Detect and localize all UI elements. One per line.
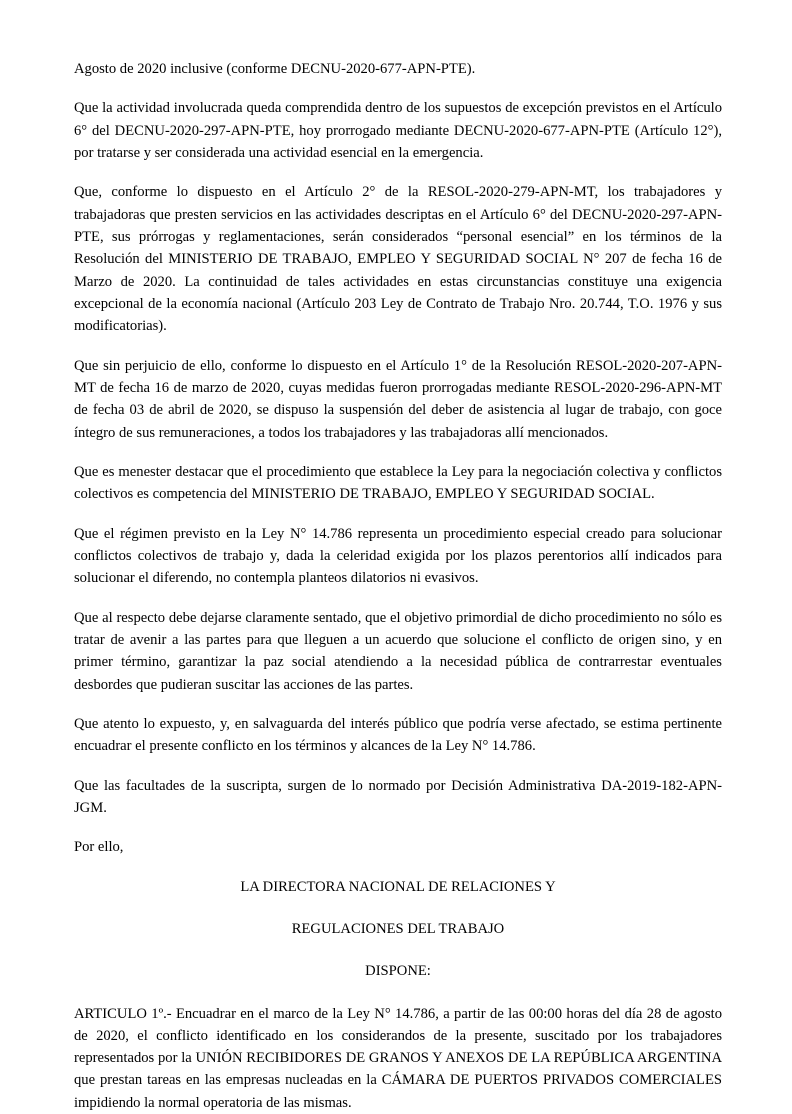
paragraph-6: Que el régimen previsto en la Ley N° 14.786 representa un procedimiento especial creado para solucionar conflictos colectivos de trabajo y, dada la celeridad exigida por los plazos perentorios allí indicados para solucionar el diferendo, no contempla planteos dilatorios ni evasivos. <box>74 523 722 590</box>
paragraph-5: Que es menester destacar que el procedimiento que establece la Ley para la negociación colectiva y conflictos colectivos es competencia del MINISTERIO DE TRABAJO, EMPLEO Y SEGURIDAD SOCIAL. <box>74 461 722 506</box>
document-body <box>74 58 722 1114</box>
paragraph-2: Que la actividad involucrada queda comprendida dentro de los supuestos de excepción previstos en el Artículo 6° del DECNU-2020-297-APN-PTE, hoy prorrogado mediante DECNU-2020-677-APN-PTE (Artículo 12°), por tratarse y ser considerada una actividad esencial en la emergencia. <box>74 97 722 164</box>
paragraph-8: Que atento lo expuesto, y, en salvaguarda del interés público que podría verse afectado, se estima pertinente encuadrar el presente conflicto en los términos y alcances de la Ley N° 14.786. <box>74 713 722 758</box>
signature-heading-block <box>74 876 722 983</box>
paragraph-1: Agosto de 2020 inclusive (conforme DECNU-2020-677-APN-PTE). <box>74 58 722 80</box>
article-1: ARTICULO 1º.- Encuadrar en el marco de la Ley N° 14.786, a partir de las 00:00 horas del día 28 de agosto de 2020, el conflicto identificado en los considerandos de la presente, suscitado por los trabajadores representados por la UNIÓN RECIBIDORES DE GRANOS Y ANEXOS DE LA REPÚBLICA ARGENTINA que prestan tareas en las empresas nucleadas en la CÁMARA DE PUERTOS PRIVADOS COMERCIALES impidiendo la normal operatoria de las mismas. <box>74 1003 722 1114</box>
paragraph-9: Que las facultades de la suscripta, surgen de lo normado por Decisión Administrativa DA-2019-182-APN-JGM. <box>74 775 722 820</box>
paragraph-por-ello: Por ello, <box>74 836 722 858</box>
heading-line-2: REGULACIONES DEL TRABAJO <box>74 918 722 940</box>
paragraph-3: Que, conforme lo dispuesto en el Artículo 2° de la RESOL-2020-279-APN-MT, los trabajadores y trabajadoras que presten servicios en las actividades descriptas en el Artículo 6° del DECNU-2020-297-APN-PTE, sus prórrogas y reglamentaciones, serán considerados “personal esencial” en los términos de la Resolución del MINISTERIO DE TRABAJO, EMPLEO Y SEGURIDAD SOCIAL N° 207 de fecha 16 de Marzo de 2020. La continuidad de tales actividades en estas circunstancias constituye una exigencia excepcional de la economía nacional (Artículo 203 Ley de Contrato de Trabajo Nro. 20.744, T.O. 1976 y sus modificatorias). <box>74 181 722 337</box>
heading-line-1: LA DIRECTORA NACIONAL DE RELACIONES Y <box>74 876 722 898</box>
paragraph-7: Que al respecto debe dejarse claramente sentado, que el objetivo primordial de dicho procedimiento no sólo es tratar de avenir a las partes para que lleguen a un acuerdo que solucione el conflicto de origen sino, y en primer término, garantizar la paz social atendiendo a la necesidad pública de contrarrestar eventuales desbordes que pudieran suscitar las acciones de las partes. <box>74 607 722 696</box>
paragraph-4: Que sin perjuicio de ello, conforme lo dispuesto en el Artículo 1° de la Resolución RESOL-2020-207-APN-MT de fecha 16 de marzo de 2020, cuyas medidas fueron prorrogadas mediante RESOL-2020-296-APN-MT de fecha 03 de abril de 2020, se dispuso la suspensión del deber de asistencia al lugar de trabajo, con goce íntegro de sus remuneraciones, a todos los trabajadores y las trabajadoras allí mencionados. <box>74 355 722 444</box>
heading-dispone: DISPONE: <box>74 960 722 982</box>
